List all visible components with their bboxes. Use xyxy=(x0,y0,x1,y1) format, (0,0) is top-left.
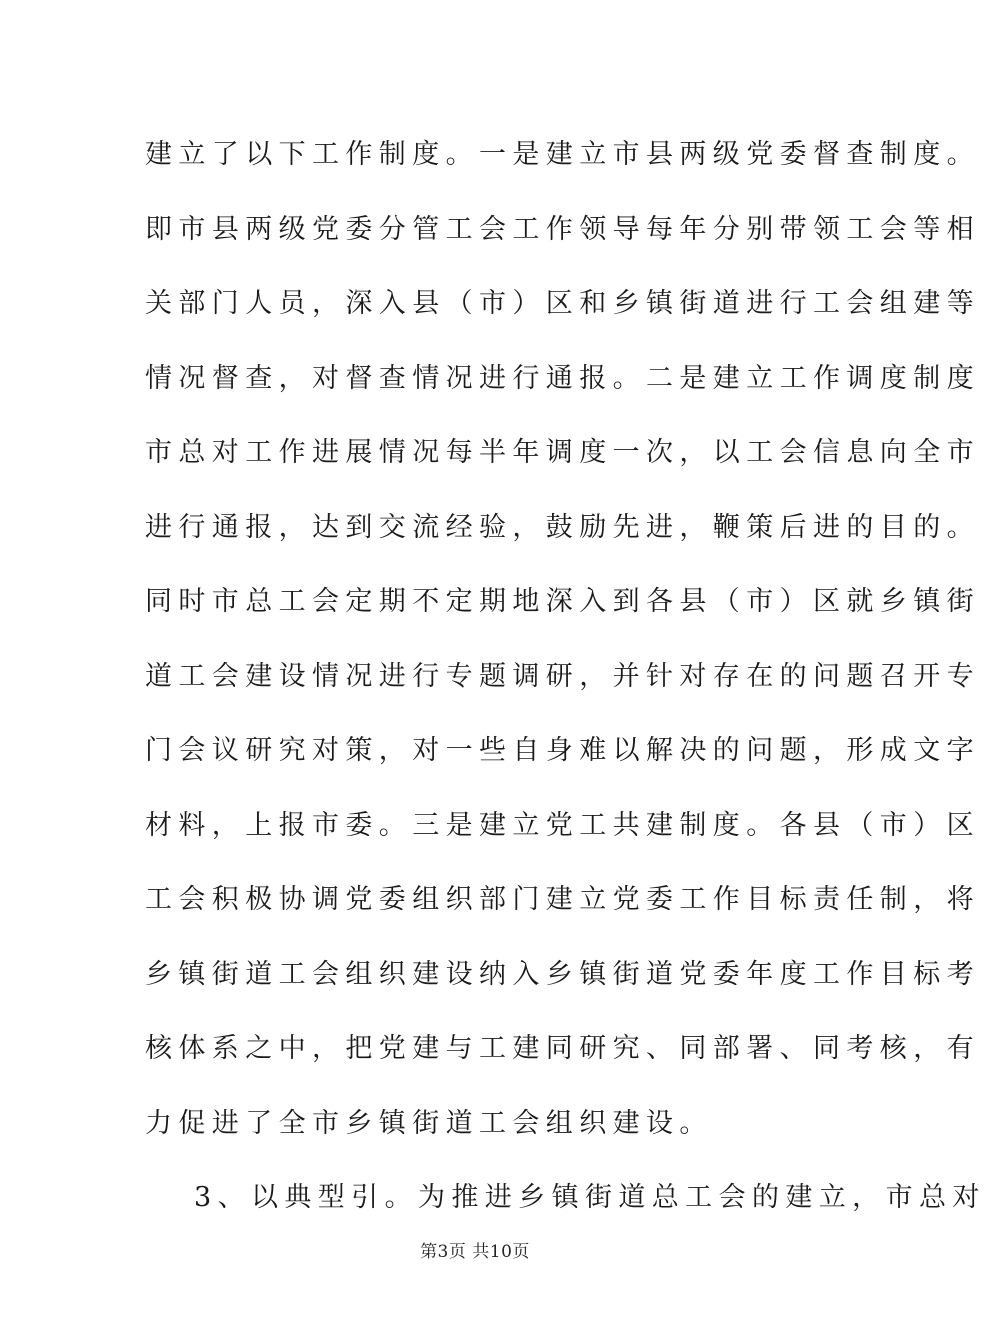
text-line: 关部门人员，深入县（市）区和乡镇街道进行工会组建等 xyxy=(145,288,980,319)
text-line: 市总对工作进展情况每半年调度一次，以工会信息向全市 xyxy=(145,437,980,468)
text-line: 门会议研究对策，对一些自身难以解决的问题，形成文字 xyxy=(145,735,980,766)
text-line: 力促进了全市乡镇街道工会组织建设。 xyxy=(145,1107,713,1139)
text-line: 进行通报，达到交流经验，鼓励先进，鞭策后进的目的。 xyxy=(145,511,980,543)
text-line: 乡镇街道工会组织建设纳入乡镇街道党委年度工作目标考 xyxy=(145,958,980,990)
text-line: 材料，上报市委。三是建立党工共建制度。各县（市）区 xyxy=(145,809,980,841)
text-line: 建立了以下工作制度。一是建立市县两级党委督查制度。 xyxy=(145,139,980,170)
text-line: 情况督查，对督查情况进行通报。二是建立工作调度制度 xyxy=(145,362,980,394)
text-line: 同时市总工会定期不定期地深入到各县（市）区就乡镇街 xyxy=(145,586,980,617)
text-line: 核体系之中，把党建与工建同研究、同部署、同考核，有 xyxy=(145,1033,980,1064)
page-number-footer: 第3页 共10页 xyxy=(420,1242,530,1262)
body-text xyxy=(145,127,986,1245)
text-line: 即市县两级党委分管工会工作领导每年分别带领工会等相 xyxy=(145,213,980,245)
paragraph-start-line: 3、以典型引。为推进乡镇街道总工会的建立，市总对 xyxy=(194,1182,986,1213)
text-line: 工会积极协调党委组织部门建立党委工作目标责任制，将 xyxy=(145,884,980,915)
text-line: 道工会建设情况进行专题调研，并针对存在的问题召开专 xyxy=(145,660,980,692)
